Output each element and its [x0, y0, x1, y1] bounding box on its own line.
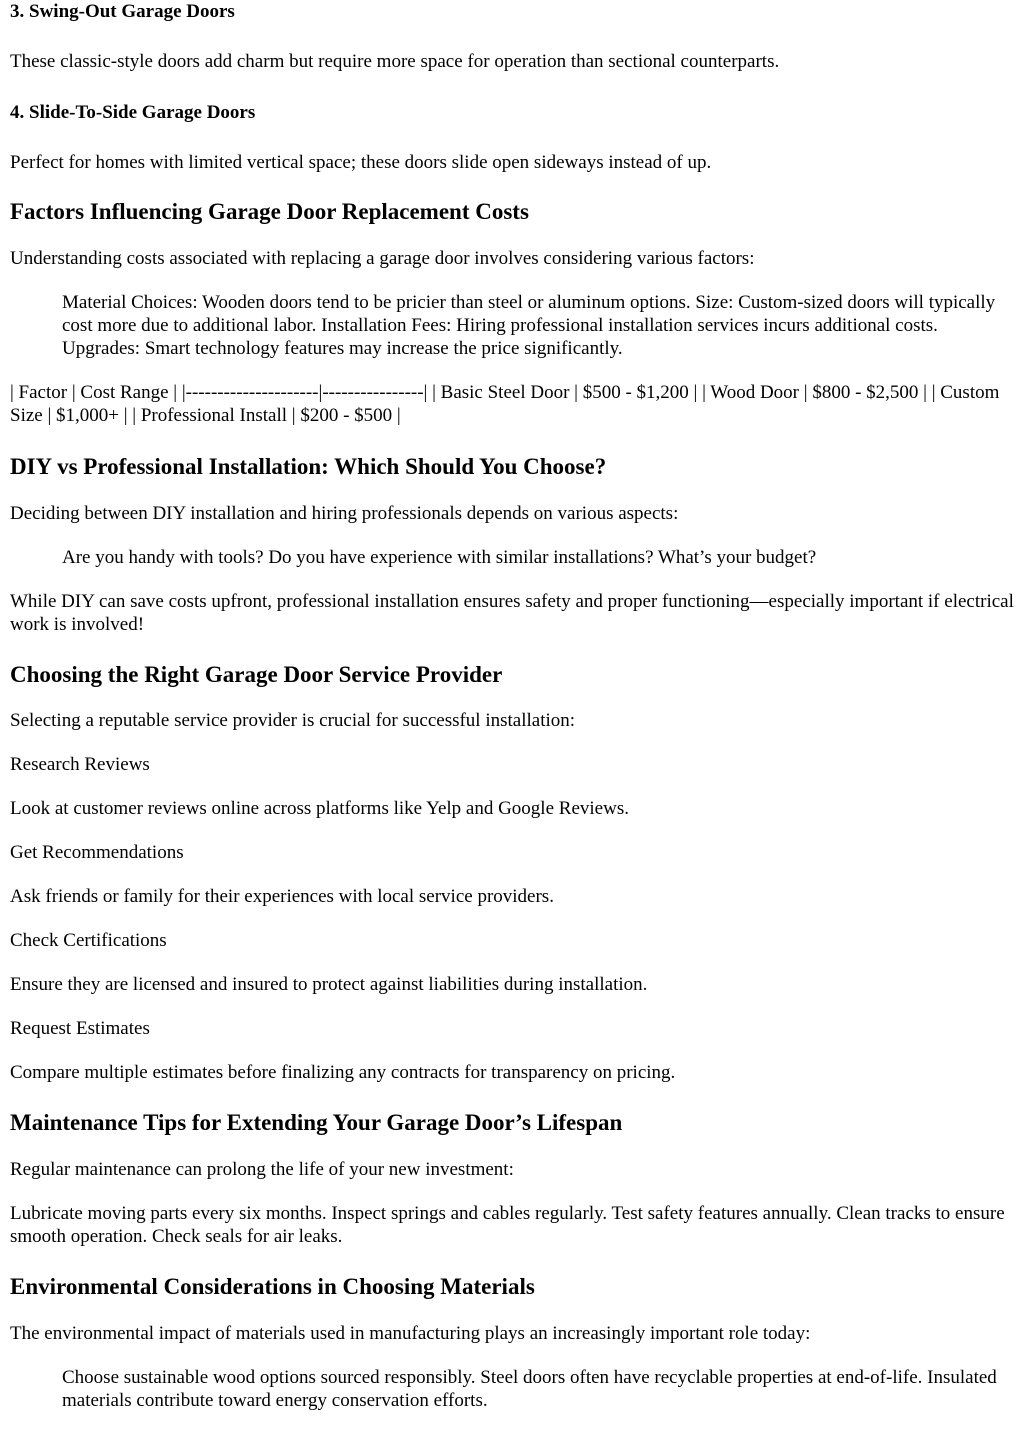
heading-slide-to-side-doors: 4. Slide-To-Side Garage Doors: [10, 102, 256, 123]
heading-cost-factors: Factors Influencing Garage Door Replacement Costs: [10, 199, 529, 224]
subheading-check-certifications: Check Certifications: [10, 930, 167, 951]
paragraph-diy-conclusion: While DIY can save costs upfront, professional installation ensures safety and proper functioning—especially important if electrical work is involved!: [10, 591, 1014, 635]
subheading-request-estimates: Request Estimates: [10, 1018, 150, 1039]
paragraph-research-reviews: Look at customer reviews online across platforms like Yelp and Google Reviews.: [10, 798, 629, 819]
paragraph-request-estimates: Compare multiple estimates before finalizing any contracts for transparency on pricing.: [10, 1062, 676, 1083]
paragraph-maintenance-intro: Regular maintenance can prolong the life of your new investment:: [10, 1159, 514, 1180]
paragraph-diy-intro: Deciding between DIY installation and hiring professionals depends on various aspects:: [10, 503, 679, 524]
paragraph-check-certifications: Ensure they are licensed and insured to protect against liabilities during installation.: [10, 974, 648, 995]
paragraph-cost-factors-intro: Understanding costs associated with replacing a garage door involves considering various factors:: [10, 248, 755, 269]
heading-diy-vs-professional: DIY vs Professional Installation: Which Should You Choose?: [10, 454, 607, 479]
heading-swing-out-doors: 3. Swing-Out Garage Doors: [10, 1, 235, 22]
paragraph-swing-out-doors: These classic-style doors add charm but require more space for operation than sectional counterparts.: [10, 51, 780, 72]
cost-table-text: | Factor | Cost Range | |---------------------|----------------| | Basic Steel Door | $500 - $1,200 | | Wood Door | $800 - $2,500 | | Custom Size | $1,000+ | | Professional Install | $200 - $500 |: [10, 382, 1000, 426]
heading-choosing-provider: Choosing the Right Garage Door Service Provider: [10, 662, 503, 687]
subheading-get-recommendations: Get Recommendations: [10, 842, 184, 863]
environmental-list: Choose sustainable wood options sourced responsibly. Steel doors often have recyclable properties at end-of-life. Insulated materials contribute toward energy conservation efforts.: [62, 1367, 997, 1411]
paragraph-maintenance-tips: Lubricate moving parts every six months. Inspect springs and cables regularly. Test safety features annually. Clean tracks to ensure smooth operation. Check seals for air leaks.: [10, 1203, 1005, 1247]
heading-environmental: Environmental Considerations in Choosing Materials: [10, 1274, 535, 1299]
paragraph-environmental-intro: The environmental impact of materials used in manufacturing plays an increasingly important role today:: [10, 1323, 811, 1344]
heading-maintenance-tips: Maintenance Tips for Extending Your Garage Door’s Lifespan: [10, 1110, 623, 1135]
paragraph-get-recommendations: Ask friends or family for their experiences with local service providers.: [10, 886, 554, 907]
paragraph-provider-intro: Selecting a reputable service provider is crucial for successful installation:: [10, 710, 576, 731]
cost-factors-list: Material Choices: Wooden doors tend to be pricier than steel or aluminum options. Size: Custom-sized doors will typically cost more due to additional labor. Installation Fees: Hiring professional installation services incurs additional costs. Upgrades: Smart technology features may increase the price significantly.: [62, 292, 996, 359]
subheading-research-reviews: Research Reviews: [10, 754, 150, 775]
diy-questions: Are you handy with tools? Do you have experience with similar installations? What’s your budget?: [62, 547, 817, 568]
paragraph-slide-to-side-doors: Perfect for homes with limited vertical space; these doors slide open sideways instead of up.: [10, 152, 712, 173]
